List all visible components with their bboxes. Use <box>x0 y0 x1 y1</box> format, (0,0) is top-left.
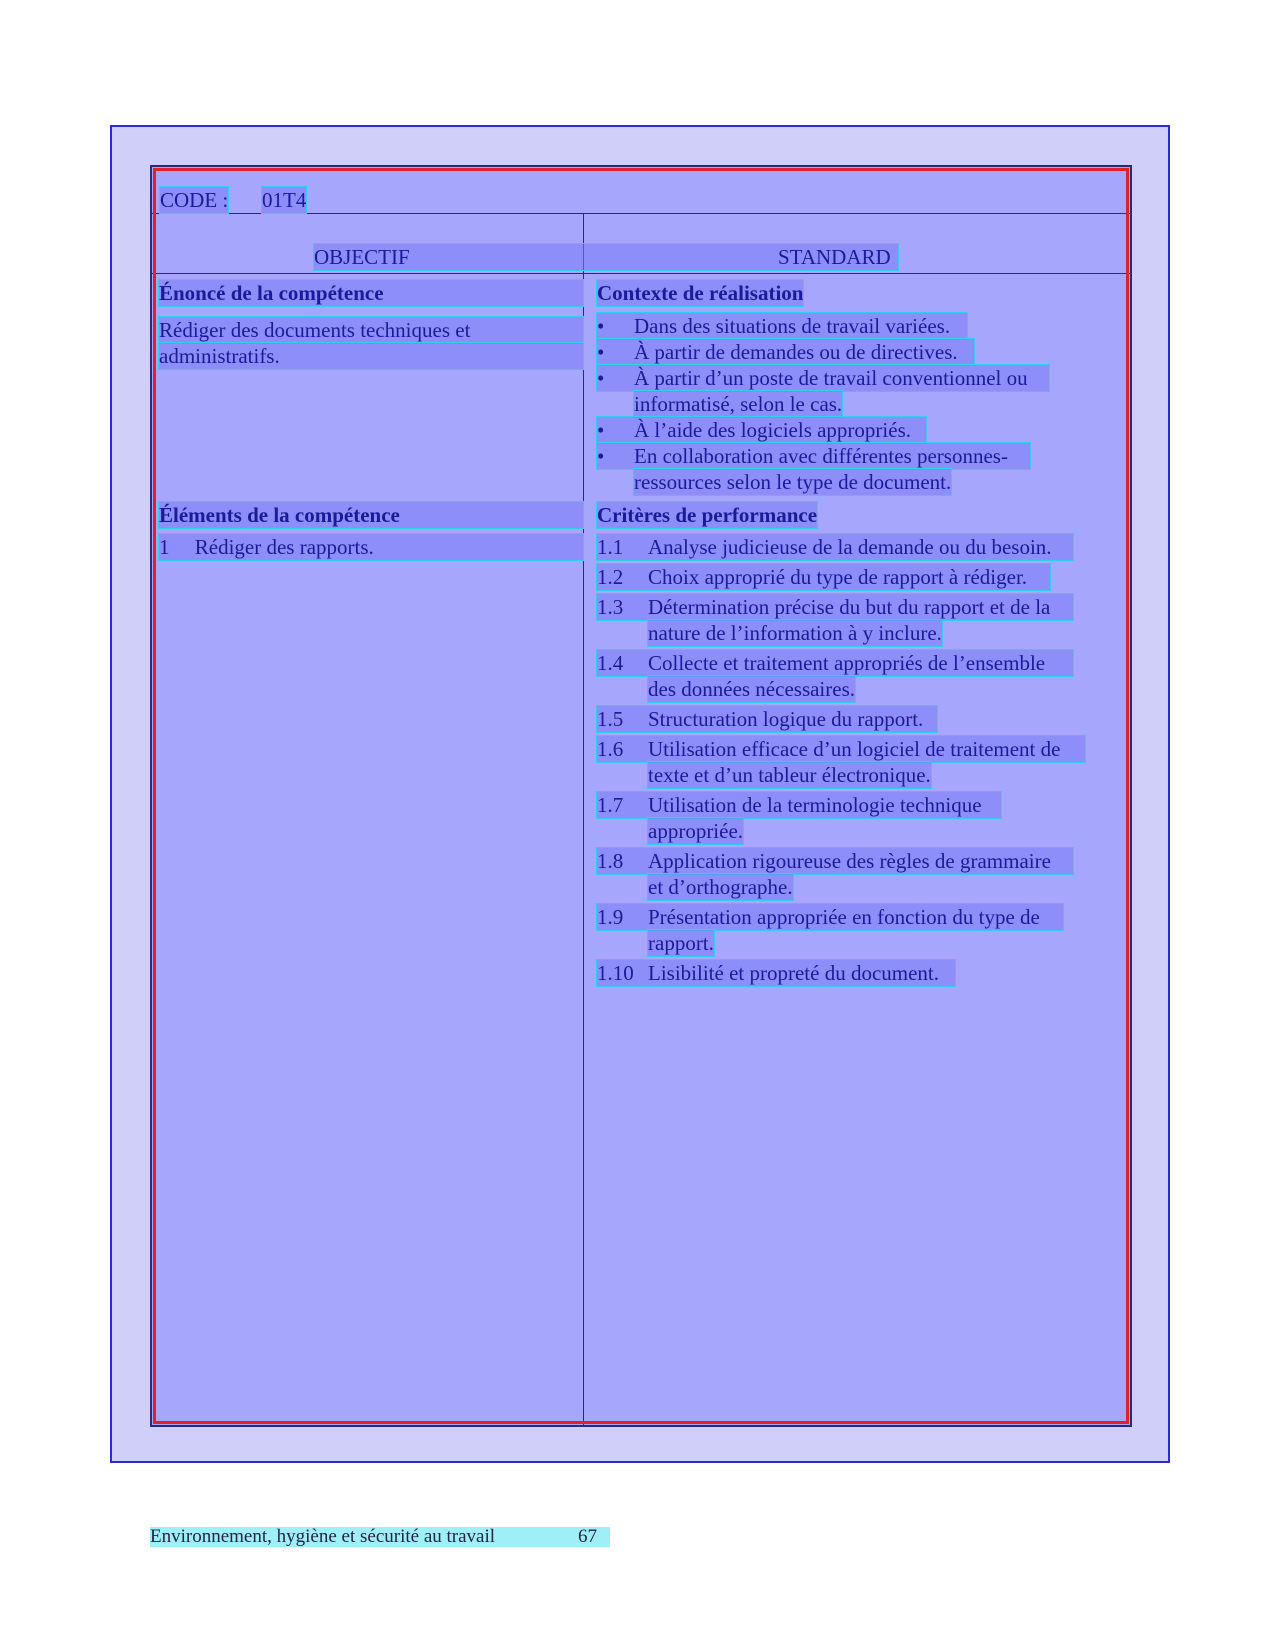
element-text: Rédiger des rapports. <box>194 535 374 559</box>
critere-row <box>597 736 1085 762</box>
contexte-text: À l’aide des logiciels appropriés. <box>634 418 911 442</box>
critere-row <box>597 706 937 732</box>
bullet: • <box>597 314 605 338</box>
bullet: • <box>597 340 605 364</box>
footer-title: Environnement, hygiène et sécurité au travail <box>150 1526 496 1547</box>
column-divider <box>583 213 584 1427</box>
contexte-text: Dans des situations de travail variées. <box>634 314 951 338</box>
code-label: CODE : <box>160 188 229 212</box>
header-standard: STANDARD <box>778 245 891 269</box>
contexte-text: À partir d’un poste de travail conventionnel ou <box>634 366 1028 390</box>
elements-title-band <box>159 502 583 528</box>
enonce-title: Énoncé de la compétence <box>159 281 384 305</box>
critere-row <box>597 564 1050 590</box>
critere-number: 1.8 <box>597 849 624 873</box>
bullet: • <box>597 444 605 468</box>
bullet: • <box>597 366 605 390</box>
critere-number: 1.5 <box>597 707 624 731</box>
bullet: • <box>597 418 605 442</box>
critere-number: 1.2 <box>597 565 624 589</box>
code-value: 01T4 <box>262 188 307 212</box>
critere-text: Collecte et traitement appropriés de l’ensemble <box>648 651 1046 675</box>
page-number: 67 <box>578 1526 597 1547</box>
contexte-item <box>597 417 926 443</box>
header-objectif: OBJECTIF <box>314 245 410 269</box>
critere-row <box>597 534 1073 560</box>
contexte-item <box>597 313 967 339</box>
critere-text: Présentation appropriée en fonction du type de <box>648 905 1040 929</box>
critere-text-cont: nature de l’information à y inclure. <box>648 621 942 645</box>
critere-text: Choix approprié du type de rapport à rédiger. <box>648 565 1028 589</box>
critere-number: 1.6 <box>597 737 624 761</box>
critere-text: Utilisation de la terminologie technique <box>648 793 982 817</box>
criteres-title: Critères de performance <box>597 503 818 527</box>
critere-row <box>597 594 1073 620</box>
contexte-text: En collaboration avec différentes personnes- <box>634 444 1008 468</box>
critere-text: Application rigoureuse des règles de grammaire <box>648 849 1051 873</box>
elements-title: Éléments de la compétence <box>159 503 400 527</box>
contexte-text-cont: ressources selon le type de document. <box>634 470 952 494</box>
critere-row <box>597 904 1063 930</box>
critere-text: Détermination précise du but du rapport et de la <box>648 595 1051 619</box>
table-rule-header <box>150 273 1132 274</box>
critere-row <box>597 650 1073 676</box>
critere-row <box>597 960 955 986</box>
critere-number: 1.4 <box>597 651 624 675</box>
critere-number: 1.3 <box>597 595 624 619</box>
critere-text: Utilisation efficace d’un logiciel de traitement de <box>648 737 1061 761</box>
critere-number: 1.7 <box>597 793 624 817</box>
contexte-item <box>597 339 974 365</box>
critere-row <box>597 792 1001 818</box>
critere-text-cont: texte et d’un tableur électronique. <box>648 763 931 787</box>
contexte-text: À partir de demandes ou de directives. <box>634 340 958 364</box>
critere-text-cont: des données nécessaires. <box>648 677 856 701</box>
critere-row <box>597 848 1073 874</box>
critere-text-cont: et d’orthographe. <box>648 875 793 899</box>
element-row <box>159 534 583 560</box>
page-footer <box>150 1527 610 1547</box>
critere-text: Lisibilité et propreté du document. <box>648 961 940 985</box>
enonce-line-1: Rédiger des documents techniques et <box>159 317 583 343</box>
contexte-item <box>597 443 1030 469</box>
critere-text-cont: appropriée. <box>648 819 744 843</box>
critere-text-cont: rapport. <box>648 931 714 955</box>
critere-text: Analyse judicieuse de la demande ou du besoin. <box>648 535 1052 559</box>
enonce-title-band <box>159 280 583 306</box>
table-rule-top <box>150 213 1132 214</box>
critere-number: 1.1 <box>597 535 624 559</box>
critere-number: 1.9 <box>597 905 624 929</box>
enonce-line-2: administratifs. <box>159 343 583 369</box>
element-number: 1 <box>159 535 170 559</box>
contexte-text-cont: informatisé, selon le cas. <box>634 392 843 416</box>
contexte-item <box>597 365 1049 391</box>
contexte-title: Contexte de réalisation <box>597 281 804 305</box>
critere-number: 1.10 <box>597 961 634 985</box>
critere-text: Structuration logique du rapport. <box>648 707 924 731</box>
